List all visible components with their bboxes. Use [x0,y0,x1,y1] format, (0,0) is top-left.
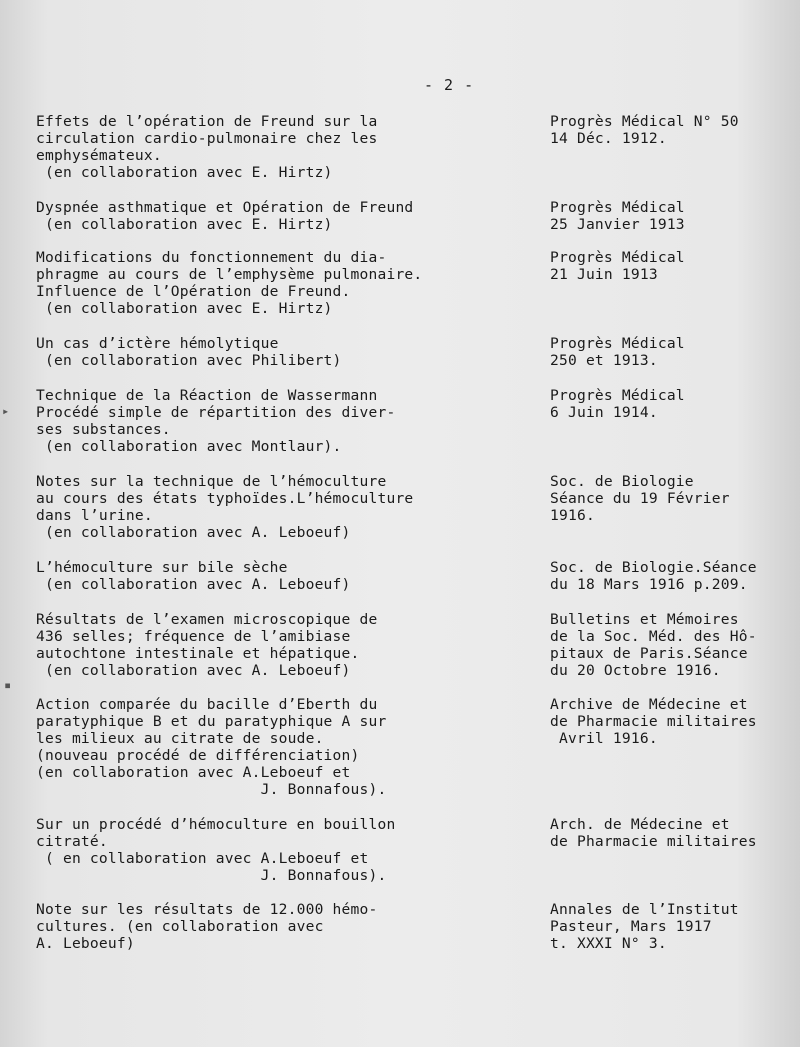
entry-title-line: cultures. (en collaboration avec [36,918,324,935]
entry-title-line: (en collaboration avec E. Hirtz) [36,164,333,181]
entry-reference-line: Soc. de Biologie.Séance [550,559,757,576]
entry-title [36,199,536,233]
entry-title [36,696,536,798]
entry-title-line: (en collaboration avec E. Hirtz) [36,300,333,317]
entry-reference-line: Annales de l’Institut [550,901,739,918]
entry-reference-line: du 20 Octobre 1916. [550,662,721,679]
entry-title-line: les milieux au citrate de soude. [36,730,324,747]
entry-title-line: Sur un procédé d’hémoculture en bouillon [36,816,396,833]
entry-reference-line: Progrès Médical N° 50 [550,113,739,130]
entry-title-line: autochtone intestinale et hépatique. [36,645,360,662]
entry-title [36,387,536,455]
entry-reference [550,199,795,233]
entry-title [36,559,536,593]
entry-reference [550,696,795,747]
entry-reference-line: Archive de Médecine et [550,696,748,713]
entry-reference-line: du 18 Mars 1916 p.209. [550,576,748,593]
entry-reference [550,249,795,283]
entry-reference-line: Séance du 19 Février [550,490,730,507]
entry-title-line: Effets de l’opération de Freund sur la [36,113,378,130]
entry-title-line: (en collaboration avec Philibert) [36,352,342,369]
entry-title-line: (en collaboration avec A. Leboeuf) [36,576,351,593]
entry-title-line: (en collaboration avec Montlaur). [36,438,342,455]
entry-title-line: Influence de l’Opération de Freund. [36,283,351,300]
entry-reference [550,816,795,850]
entry-title-line: au cours des états typhoïdes.L’hémoculture [36,490,414,507]
entry-title-line: (en collaboration avec A.Leboeuf et [36,764,351,781]
entry-title-line: Technique de la Réaction de Wassermann [36,387,378,404]
entry-reference-line: Progrès Médical [550,387,685,404]
entry-title-line: Note sur les résultats de 12.000 hémo- [36,901,378,918]
entry-title-line: ses substances. [36,421,171,438]
entry-title [36,113,536,181]
entry-reference-line: 25 Janvier 1913 [550,216,685,233]
entry-title [36,335,536,369]
entry-reference-line: 1916. [550,507,595,524]
entry-title-line: (nouveau procédé de différenciation) [36,747,360,764]
entry-reference-line: 14 Déc. 1912. [550,130,667,147]
entry-title [36,611,536,679]
entry-title-line: Procédé simple de répartition des diver- [36,404,396,421]
entry-reference [550,559,795,593]
entry-reference-line: de la Soc. Méd. des Hô- [550,628,757,645]
entry-reference-line: t. XXXI N° 3. [550,935,667,952]
entry-reference-line: 6 Juin 1914. [550,404,658,421]
entry-reference-line: Progrès Médical [550,335,685,352]
entry-title-line: circulation cardio-pulmonaire chez les [36,130,378,147]
entry-title-line: Modifications du fonctionnement du dia- [36,249,387,266]
entry-title-line: (en collaboration avec A. Leboeuf) [36,524,351,541]
entry-reference [550,113,795,147]
entry-reference-line: Soc. de Biologie [550,473,694,490]
entry-reference [550,901,795,952]
entry-reference-line: 250 et 1913. [550,352,658,369]
entry-reference-line: de Pharmacie militaires [550,833,757,850]
entry-title-line: (en collaboration avec A. Leboeuf) [36,662,351,679]
entry-title-line: paratyphique B et du paratyphique A sur [36,713,387,730]
entry-title-line: L’hémoculture sur bile sèche [36,559,288,576]
entry-reference-line: pitaux de Paris.Séance [550,645,748,662]
entry-title-line: emphysémateux. [36,147,162,164]
entry-reference-line: Arch. de Médecine et [550,816,730,833]
entry-title-line: J. Bonnafous). [36,867,387,884]
entry-title-line: dans l’urine. [36,507,153,524]
entry-reference [550,611,795,679]
entry-title-line: J. Bonnafous). [36,781,387,798]
entry-title-line: Un cas d’ictère hémolytique [36,335,279,352]
entry-reference [550,473,795,524]
entry-title [36,249,536,317]
entry-title-line: Notes sur la technique de l’hémoculture [36,473,387,490]
entry-title-line: Résultats de l’examen microscopique de [36,611,378,628]
entry-reference-line: Pasteur, Mars 1917 [550,918,712,935]
entry-reference-line: Bulletins et Mémoires [550,611,739,628]
entry-title-line: phragme au cours de l’emphysème pulmonaire. [36,266,423,283]
entry-title-line: Dyspnée asthmatique et Opération de Freund [36,199,414,216]
entry-title-line: A. Leboeuf) [36,935,135,952]
entry-title-line: Action comparée du bacille d’Eberth du [36,696,378,713]
margin-scan-mark: ▸ [2,404,10,418]
entry-reference-line: de Pharmacie militaires [550,713,757,730]
margin-scan-mark: ▪ [4,678,12,692]
entry-title-line: citraté. [36,833,108,850]
entry-reference [550,335,795,369]
entry-reference-line: Progrès Médical [550,249,685,266]
entry-title [36,816,536,884]
entry-title-line: 436 selles; fréquence de l’amibiase [36,628,351,645]
entry-title-line: (en collaboration avec E. Hirtz) [36,216,333,233]
entry-reference-line: 21 Juin 1913 [550,266,658,283]
page-number: - 2 - [424,76,475,94]
entry-reference-line: Progrès Médical [550,199,685,216]
entry-reference-line: Avril 1916. [550,730,658,747]
entry-reference [550,387,795,421]
entry-title [36,473,536,541]
entry-title [36,901,536,952]
entry-title-line: ( en collaboration avec A.Leboeuf et [36,850,369,867]
